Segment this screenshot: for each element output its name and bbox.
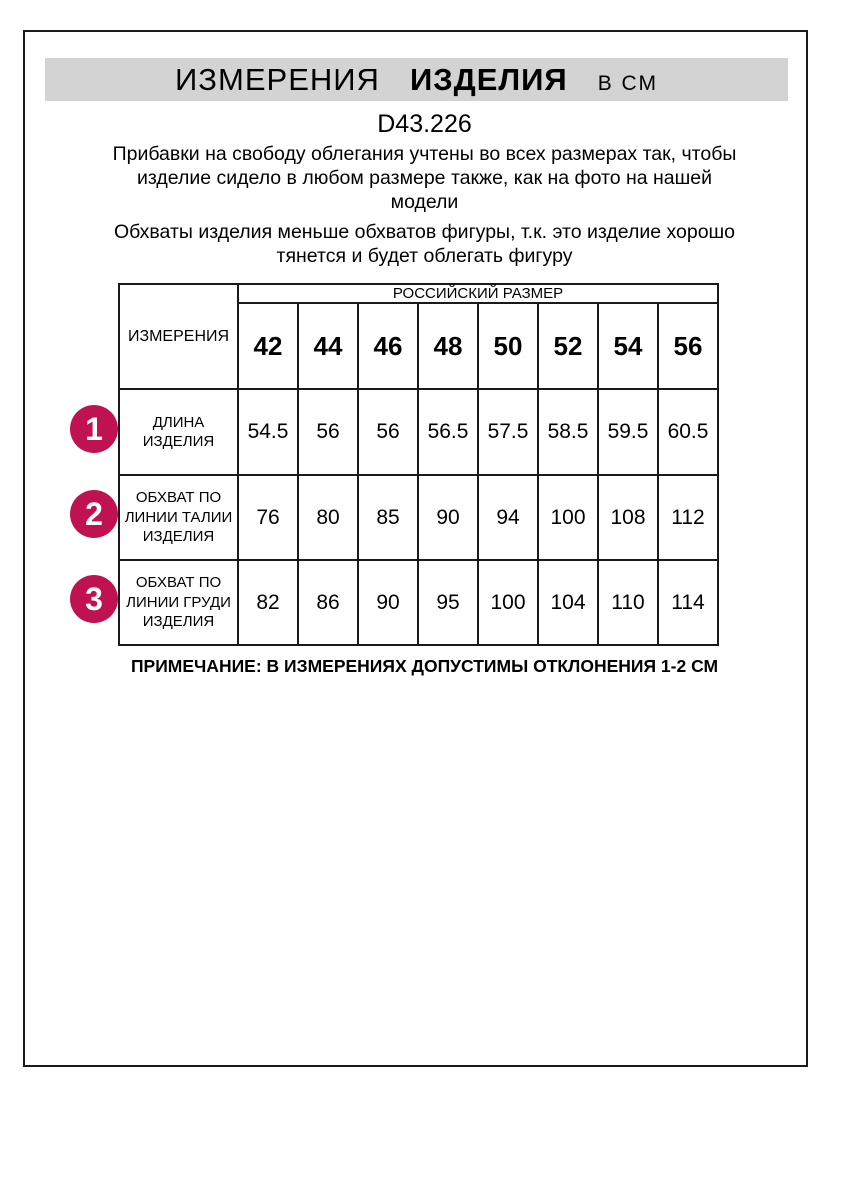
value-cell: 54.5 bbox=[238, 389, 298, 475]
value-cell: 56.5 bbox=[418, 389, 478, 475]
row-number-badge-3: 3 bbox=[70, 575, 118, 623]
corner-header-cell: ИЗМЕРЕНИЯ bbox=[119, 284, 238, 389]
size-header-cell: 56 bbox=[658, 303, 718, 389]
row-number-badge-1: 1 bbox=[70, 405, 118, 453]
row-label-cell: ОБХВАТ ПО ЛИНИИ ТАЛИИ ИЗДЕЛИЯ bbox=[119, 475, 238, 560]
row-label-cell: ОБХВАТ ПО ЛИНИИ ГРУДИ ИЗДЕЛИЯ bbox=[119, 560, 238, 645]
title-units: В СМ bbox=[597, 72, 658, 95]
size-header-cell: 46 bbox=[358, 303, 418, 389]
intro-paragraph-fit: Прибавки на свободу облегания учтены во всех размерах так, чтобы изделие сидело в любом размере также, как на фото на нашей модели bbox=[112, 143, 737, 213]
value-cell: 80 bbox=[298, 475, 358, 560]
table-row-length bbox=[119, 389, 718, 475]
value-cell: 86 bbox=[298, 560, 358, 645]
size-header-cell: 42 bbox=[238, 303, 298, 389]
title-band bbox=[45, 58, 788, 101]
size-header-cell: 54 bbox=[598, 303, 658, 389]
table-row-waist bbox=[119, 475, 718, 560]
title-product-word: ИЗДЕЛИЯ bbox=[409, 62, 568, 97]
row-label-cell: ДЛИНА ИЗДЕЛИЯ bbox=[119, 389, 238, 475]
value-cell: 100 bbox=[538, 475, 598, 560]
value-cell: 94 bbox=[478, 475, 538, 560]
size-header-cell: 52 bbox=[538, 303, 598, 389]
value-cell: 85 bbox=[358, 475, 418, 560]
size-header-cell: 50 bbox=[478, 303, 538, 389]
value-cell: 56 bbox=[298, 389, 358, 475]
size-header-cell: 44 bbox=[298, 303, 358, 389]
value-cell: 112 bbox=[658, 475, 718, 560]
intro-block bbox=[0, 143, 849, 269]
table-row-chest bbox=[119, 560, 718, 645]
intro-paragraph-stretch: Обхваты изделия меньше обхватов фигуры, т.к. это изделие хорошо тянется и будет облегать фигуру bbox=[113, 221, 736, 268]
value-cell: 76 bbox=[238, 475, 298, 560]
value-cell: 82 bbox=[238, 560, 298, 645]
value-cell: 100 bbox=[478, 560, 538, 645]
value-cell: 56 bbox=[358, 389, 418, 475]
title-measurements: ИЗМЕРЕНИЯ bbox=[175, 62, 380, 97]
value-cell: 57.5 bbox=[478, 389, 538, 475]
value-cell: 114 bbox=[658, 560, 718, 645]
size-table bbox=[118, 283, 719, 646]
product-code: D43.226 bbox=[377, 110, 472, 138]
value-cell: 104 bbox=[538, 560, 598, 645]
row-number-badge-2: 2 bbox=[70, 490, 118, 538]
value-cell: 90 bbox=[418, 475, 478, 560]
size-header-cell: 48 bbox=[418, 303, 478, 389]
value-cell: 58.5 bbox=[538, 389, 598, 475]
value-cell: 110 bbox=[598, 560, 658, 645]
note-text: ПРИМЕЧАНИЕ: В ИЗМЕРЕНИЯХ ДОПУСТИМЫ ОТКЛОНЕНИЯ 1-2 СМ bbox=[130, 656, 719, 676]
value-cell: 60.5 bbox=[658, 389, 718, 475]
value-cell: 95 bbox=[418, 560, 478, 645]
group-header-cell: РОССИЙСКИЙ РАЗМЕР bbox=[238, 284, 718, 303]
value-cell: 108 bbox=[598, 475, 658, 560]
value-cell: 59.5 bbox=[598, 389, 658, 475]
value-cell: 90 bbox=[358, 560, 418, 645]
